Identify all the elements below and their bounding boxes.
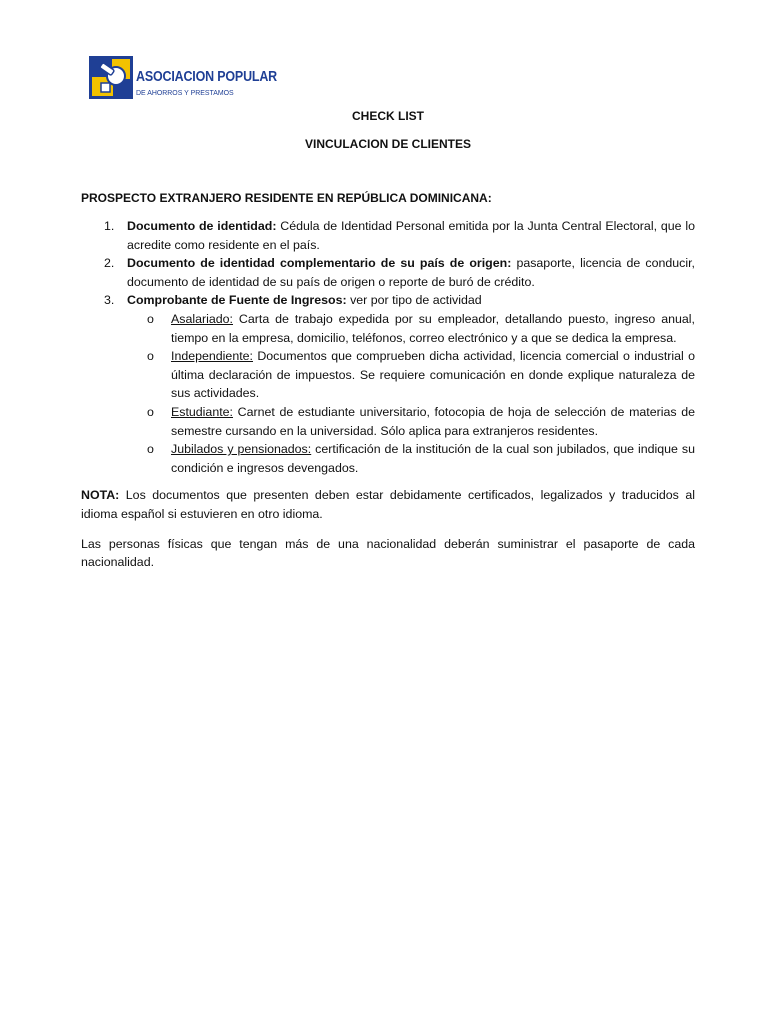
sublist-label: Independiente: [171, 349, 253, 364]
sublist-label: Estudiante: [171, 404, 233, 419]
logo-title: ASOCIACION POPULAR [136, 69, 278, 85]
sublist-text: Documentos que comprueben dicha actividad, licencia comercial o industrial o última declaración de impuestos. Se requiere comunicación en donde explique naturaleza de sus actividades. [171, 349, 695, 401]
item-text: Cédula de Identidad Personal emitida por la Junta Central Electoral, que lo acredite como residente en el país. [127, 219, 695, 252]
requirement-item [81, 217, 695, 254]
closing-paragraph: Las personas físicas que tengan más de una nacionalidad deberán suministrar el pasaporte de cada nacionalidad. [81, 536, 695, 570]
item-number: 3. [104, 293, 115, 308]
requirements-list [81, 217, 695, 477]
section-heading: PROSPECTO EXTRANJERO RESIDENTE EN REPÚBLICA DOMINICANA: [81, 191, 492, 205]
sublist-text: Carta de trabajo expedida por su empleador, detallando puesto, ingreso anual, tiempo en la empresa, domicilio, teléfonos, correo electrónico y a que se dedica la empresa. [171, 311, 695, 345]
sublist-label: Asalariado: [171, 311, 233, 326]
note-text: Los documentos que presenten deben estar debidamente certificados, legalizados y traducidos al idioma español si estuvieren en otro idioma. [81, 488, 695, 521]
item-number: 2. [104, 256, 115, 271]
item-text: pasaporte, licencia de conducir, documento de identidad de su país de origen o reporte de buró de crédito. [127, 256, 695, 289]
document-title: CHECK LIST [352, 109, 424, 123]
bullet-marker: o [147, 349, 154, 364]
document-subtitle: VINCULACION DE CLIENTES [304, 137, 471, 151]
sublist-text: Carnet de estudiante universitario, fotocopia de hoja de selección de materias de semestre cursando en la universidad. Sólo aplica para extranjeros residentes. [171, 404, 695, 438]
document-body [81, 109, 695, 572]
item-number: 1. [104, 219, 115, 233]
sublist-item [81, 347, 695, 403]
asociacion-popular-logo-icon [89, 56, 133, 99]
sublist-item [81, 403, 695, 440]
bullet-marker: o [147, 311, 154, 326]
item-text: ver por tipo de actividad [346, 293, 482, 308]
logo-subtitle: DE AHORROS Y PRESTAMOS [136, 88, 234, 97]
sublist-text: certificación de la institución de la cual son jubilados, que indique su condición e ingresos devengados. [171, 442, 695, 475]
requirement-item [81, 254, 695, 291]
note-label: NOTA: [81, 488, 120, 503]
income-proof-sublist [127, 310, 695, 477]
company-logo [89, 56, 278, 100]
sublist-item [81, 440, 695, 477]
item-label: Comprobante de Fuente de Ingresos: [127, 293, 347, 308]
sublist-label: Jubilados y pensionados: [171, 442, 312, 457]
item-label: Documento de identidad complementario de su país de origen: [127, 256, 512, 271]
bullet-marker: o [147, 442, 154, 457]
bullet-marker: o [147, 404, 154, 419]
note-paragraph [81, 486, 695, 523]
sublist-item [81, 310, 695, 347]
requirement-item [81, 291, 695, 477]
item-label: Documento de identidad: [127, 219, 277, 233]
